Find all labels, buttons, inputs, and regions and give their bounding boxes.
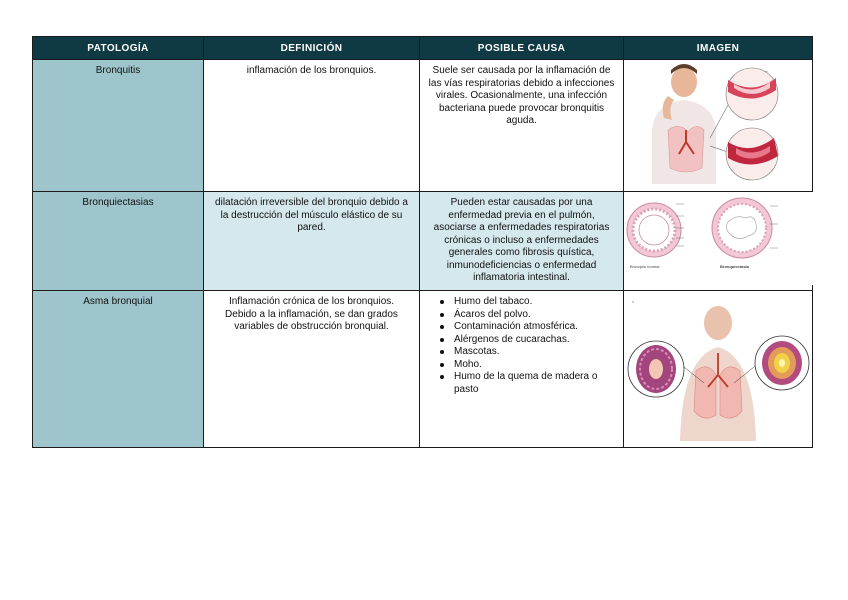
list-item: Moho. — [438, 359, 615, 372]
cause-text: Suele ser causada por la inflamación de las vías respiratorias debido a infecciones virales. Ocasionalmente, una infección bacteriana puede provocar bronquitis aguda. — [420, 60, 624, 192]
pathology-name: Asma bronquial — [33, 291, 204, 448]
header-causa: POSIBLE CAUSA — [420, 37, 624, 60]
bronchiectasis-image — [624, 192, 813, 291]
cause-list-cell — [420, 291, 624, 448]
pathology-name: Bronquiectasias — [33, 192, 204, 291]
airway-lumen — [649, 359, 663, 379]
list-item: Contaminación atmosférica. — [438, 321, 615, 334]
definition-text: inflamación de los bronquios. — [204, 60, 420, 192]
asthma-illustration — [624, 291, 813, 442]
normal-bronchus-lumen — [639, 215, 669, 245]
definition-text: Inflamación crónica de los bronquios. Debido a la inflamación, se dan grados variables de obstrucción bronquial. — [204, 291, 420, 448]
table-row — [33, 291, 813, 448]
bronchitis-illustration — [624, 60, 813, 186]
list-item: Alérgenos de cucarachas. — [438, 334, 615, 347]
table-row — [33, 192, 813, 291]
bronchitis-image — [624, 60, 813, 192]
table-row — [33, 60, 813, 192]
pathology-name: Bronquitis — [33, 60, 204, 192]
cause-list — [426, 296, 615, 396]
asthma-image — [624, 291, 813, 448]
list-item: Humo del tabaco. — [438, 296, 615, 309]
list-item: Ácaros del polvo. — [438, 309, 615, 322]
bronchiectasis-illustration — [624, 192, 813, 285]
list-item: Humo de la quema de madera o pasto — [438, 371, 615, 396]
left-lung — [694, 367, 716, 418]
label-mark: — — [764, 68, 768, 73]
cause-text: Pueden estar causadas por una enfermedad previa en el pulmón, asociarse a enfermedades respiratorias crónicas o incluso a enfermedades generales como fibrosis quística, inmunodeficiencias o enfermedad inflamatoria intestinal. — [420, 192, 624, 291]
airway-lumen — [779, 359, 785, 367]
definition-text: dilatación irreversible del bronquio debido a la destrucción del músculo elástico de su pared. — [204, 192, 420, 291]
pathology-table — [32, 36, 813, 448]
label-normal: Bronquio normal — [630, 264, 660, 269]
header-imagen: IMAGEN — [624, 37, 813, 60]
header-row — [33, 37, 813, 60]
label-mark: × — [632, 299, 635, 304]
person-head — [671, 67, 697, 97]
label-bronchiectasis: Bronquiectasia — [720, 264, 749, 269]
figure-head — [704, 306, 732, 340]
header-patologia: PATOLOGÍA — [33, 37, 204, 60]
header-definicion: DEFINICIÓN — [204, 37, 420, 60]
list-item: Mascotas. — [438, 346, 615, 359]
right-lung — [720, 367, 742, 418]
